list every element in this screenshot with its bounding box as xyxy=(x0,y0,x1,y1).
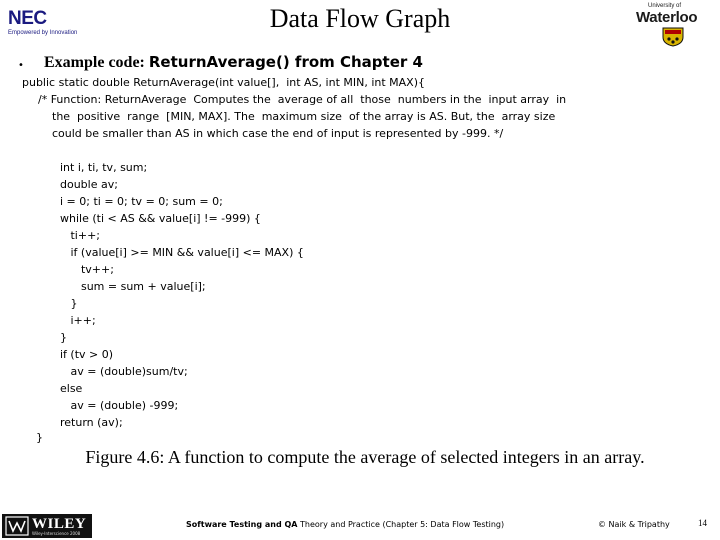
code-line: int i, ti, tv, sum; xyxy=(60,161,148,174)
wiley-logo-subtext: Wiley-Interscience 2008 xyxy=(32,531,81,536)
code-line: return (av); xyxy=(60,416,123,429)
code-line: if (tv > 0) xyxy=(60,348,114,361)
code-closing-brace: } xyxy=(36,431,43,444)
code-line: ti++; xyxy=(60,229,100,242)
example-heading-function: ReturnAverage() from Chapter 4 xyxy=(148,53,423,71)
footer-copyright: © Naik & Tripathy xyxy=(598,520,670,529)
code-line: tv++; xyxy=(60,263,114,276)
code-line: else xyxy=(60,382,83,395)
figure-caption: Figure 4.6: A function to compute the average of selected integers in an array. xyxy=(85,447,645,467)
code-line: i++; xyxy=(60,314,96,327)
code-line: while (ti < AS && value[i] != -999) { xyxy=(60,212,261,225)
page-number: 14 xyxy=(698,518,707,528)
bullet-marker: • xyxy=(18,60,24,71)
code-line: if (value[i] >= MIN && value[i] <= MAX) { xyxy=(60,246,304,259)
code-line: av = (double)sum/tv; xyxy=(60,365,188,378)
code-comment-line: could be smaller than AS in which case the end of input is represented by -999. */ xyxy=(52,127,504,140)
footer-book-title-rest: Theory and Practice (Chapter 5: Data Flow Testing) xyxy=(297,520,505,529)
code-comment-line: the positive range [MIN, MAX]. The maximum size of the array is AS. But, the array size xyxy=(52,110,556,123)
wiley-logo xyxy=(2,514,92,538)
code-line: sum = sum + value[i]; xyxy=(60,280,206,293)
footer-book-title xyxy=(186,520,504,529)
code-line: double av; xyxy=(60,178,118,191)
university-of-waterloo-logo xyxy=(634,3,716,47)
code-line: } xyxy=(60,331,67,344)
example-heading xyxy=(44,52,423,73)
uw-logo-word: Waterloo xyxy=(636,9,698,26)
code-line: av = (double) -999; xyxy=(60,399,179,412)
wiley-logo-word: WILEY xyxy=(32,516,87,532)
code-signature: public static double ReturnAverage(int value[], int AS, int MIN, int MAX){ xyxy=(22,76,426,89)
code-comment-line: /* Function: ReturnAverage Computes the average of all those numbers in the input array in xyxy=(38,93,567,106)
wiley-mark-icon xyxy=(5,516,29,536)
footer-book-title-bold: Software Testing and QA xyxy=(186,520,298,529)
uw-crest-icon xyxy=(662,27,684,47)
code-line: i = 0; ti = 0; tv = 0; sum = 0; xyxy=(60,195,223,208)
page-title: Data Flow Graph xyxy=(269,4,451,33)
code-line: } xyxy=(60,297,78,310)
example-heading-lead: Example code: xyxy=(44,54,149,71)
nec-logo-tagline: Empowered by Innovation xyxy=(8,30,78,36)
uw-logo-small-text: University of xyxy=(648,3,682,9)
nec-logo-word: NEC xyxy=(8,8,47,29)
